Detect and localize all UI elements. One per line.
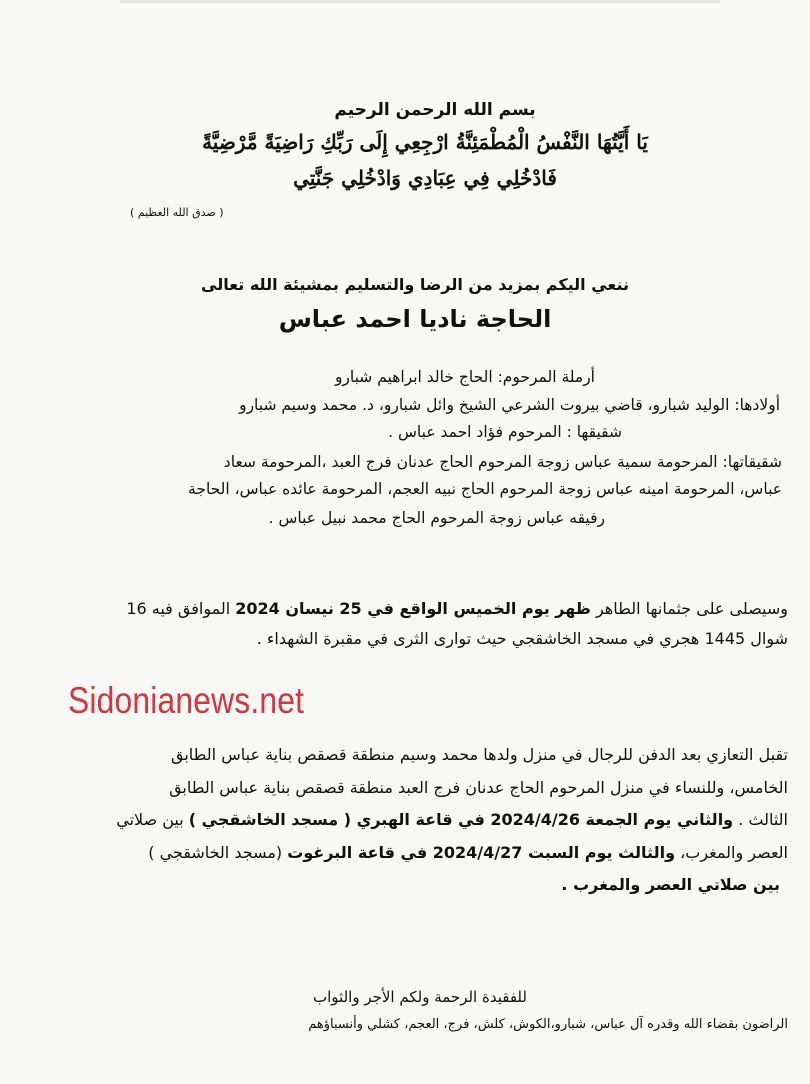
deceased-name: الحاجة ناديا احمد عباس bbox=[278, 305, 552, 333]
family-widow-of: أرملة المرحوم: الحاج خالد ابراهيم شبارو bbox=[334, 368, 595, 386]
sadaqa-note: ( صدق الله العظيم ) bbox=[130, 206, 224, 219]
condolences-text: (مسجد الخاشقجي ) bbox=[148, 843, 288, 862]
third-day-bold: والثالث يوم السبت 2024/4/27 في قاعة البرغوت bbox=[287, 843, 676, 862]
quran-verse-line-1: يَا أَيَّتُهَا النَّفْسُ الْمُطْمَئِنَّةُ ارْجِعِي إِلَى رَبِّكِ رَاضِيَةً مَّرْضِيَّةً bbox=[202, 130, 648, 154]
prayer-text-c: الموافق فيه 16 bbox=[126, 599, 236, 618]
watermark: Sidonianews.net bbox=[68, 680, 305, 721]
scan-edge-line bbox=[120, 0, 720, 3]
second-day-bold: والثاني يوم الجمعة 2024/4/26 في قاعة الهبري ( مسجد الخاشقجي ) bbox=[188, 810, 734, 829]
condolences-text: الثالث . bbox=[733, 810, 788, 829]
closing-prayer: للفقيدة الرحمة ولكم الأجر والثواب bbox=[313, 988, 527, 1006]
condolences-line-2: الخامس، وللنساء في منزل المرحوم الحاج عدنان فرج العبد منطقة قصقص بناية عباس الطابق bbox=[169, 778, 788, 797]
basmala: بسم الله الرحمن الرحيم bbox=[334, 100, 536, 120]
announcement-intro: ننعي اليكم بمزيد من الرضا والتسليم بمشيئة الله تعالى bbox=[201, 275, 629, 294]
grieving-families: الراضون بقضاء الله وقدره آل عباس، شبارو،الكوش، كلش، فرج، العجم، كشلي وأنسباؤهم bbox=[308, 1017, 788, 1032]
funeral-prayer-line-2: شوال 1445 هجري في مسجد الخاشقجي حيث توارى الثرى في مقبرة الشهداء . bbox=[256, 629, 788, 648]
condolences-line-1: تقبل التعازي بعد الدفن للرجال في منزل ولدها محمد وسيم منطقة قصقص بناية عباس الطابق bbox=[171, 745, 788, 764]
family-sisters-line-3: رفيقه عباس زوجة المرحوم الحاج محمد نبيل عباس . bbox=[268, 509, 605, 527]
prayer-text-a: وسيصلى على جثمانها الطاهر bbox=[590, 599, 788, 618]
quran-verse-line-2: فَادْخُلِي فِي عِبَادِي وَادْخُلِي جَنَّتِي bbox=[293, 166, 557, 190]
prayer-date-bold: ظهر يوم الخميس الواقع في 25 نيسان 2024 bbox=[235, 599, 591, 618]
condolences-line-5: بين صلاتي العصر والمغرب . bbox=[561, 875, 780, 894]
condolences-line-3 bbox=[116, 810, 788, 829]
condolences-text: العصر والمغرب، bbox=[675, 843, 788, 862]
condolences-line-4 bbox=[148, 843, 788, 862]
family-children: أولادها: الوليد شبارو، قاضي بيروت الشرعي الشيخ وائل شبارو، د. محمد وسيم شبارو bbox=[239, 396, 780, 414]
family-brother: شقيقها : المرحوم فؤاد احمد عباس . bbox=[388, 423, 622, 441]
funeral-prayer-line-1 bbox=[126, 599, 788, 618]
family-sisters-line-1: شقيقاتها: المرحومة سمية عباس زوجة المرحوم الحاج عدنان فرج العبد ،المرحومة سعاد bbox=[223, 453, 782, 471]
family-sisters-line-2: عباس، المرحومة امينه عباس زوجة المرحوم الحاج نبيه العجم، المرحومة عائده عباس، الحاجة bbox=[188, 480, 782, 498]
condolences-text: بين صلاتي bbox=[116, 810, 189, 829]
